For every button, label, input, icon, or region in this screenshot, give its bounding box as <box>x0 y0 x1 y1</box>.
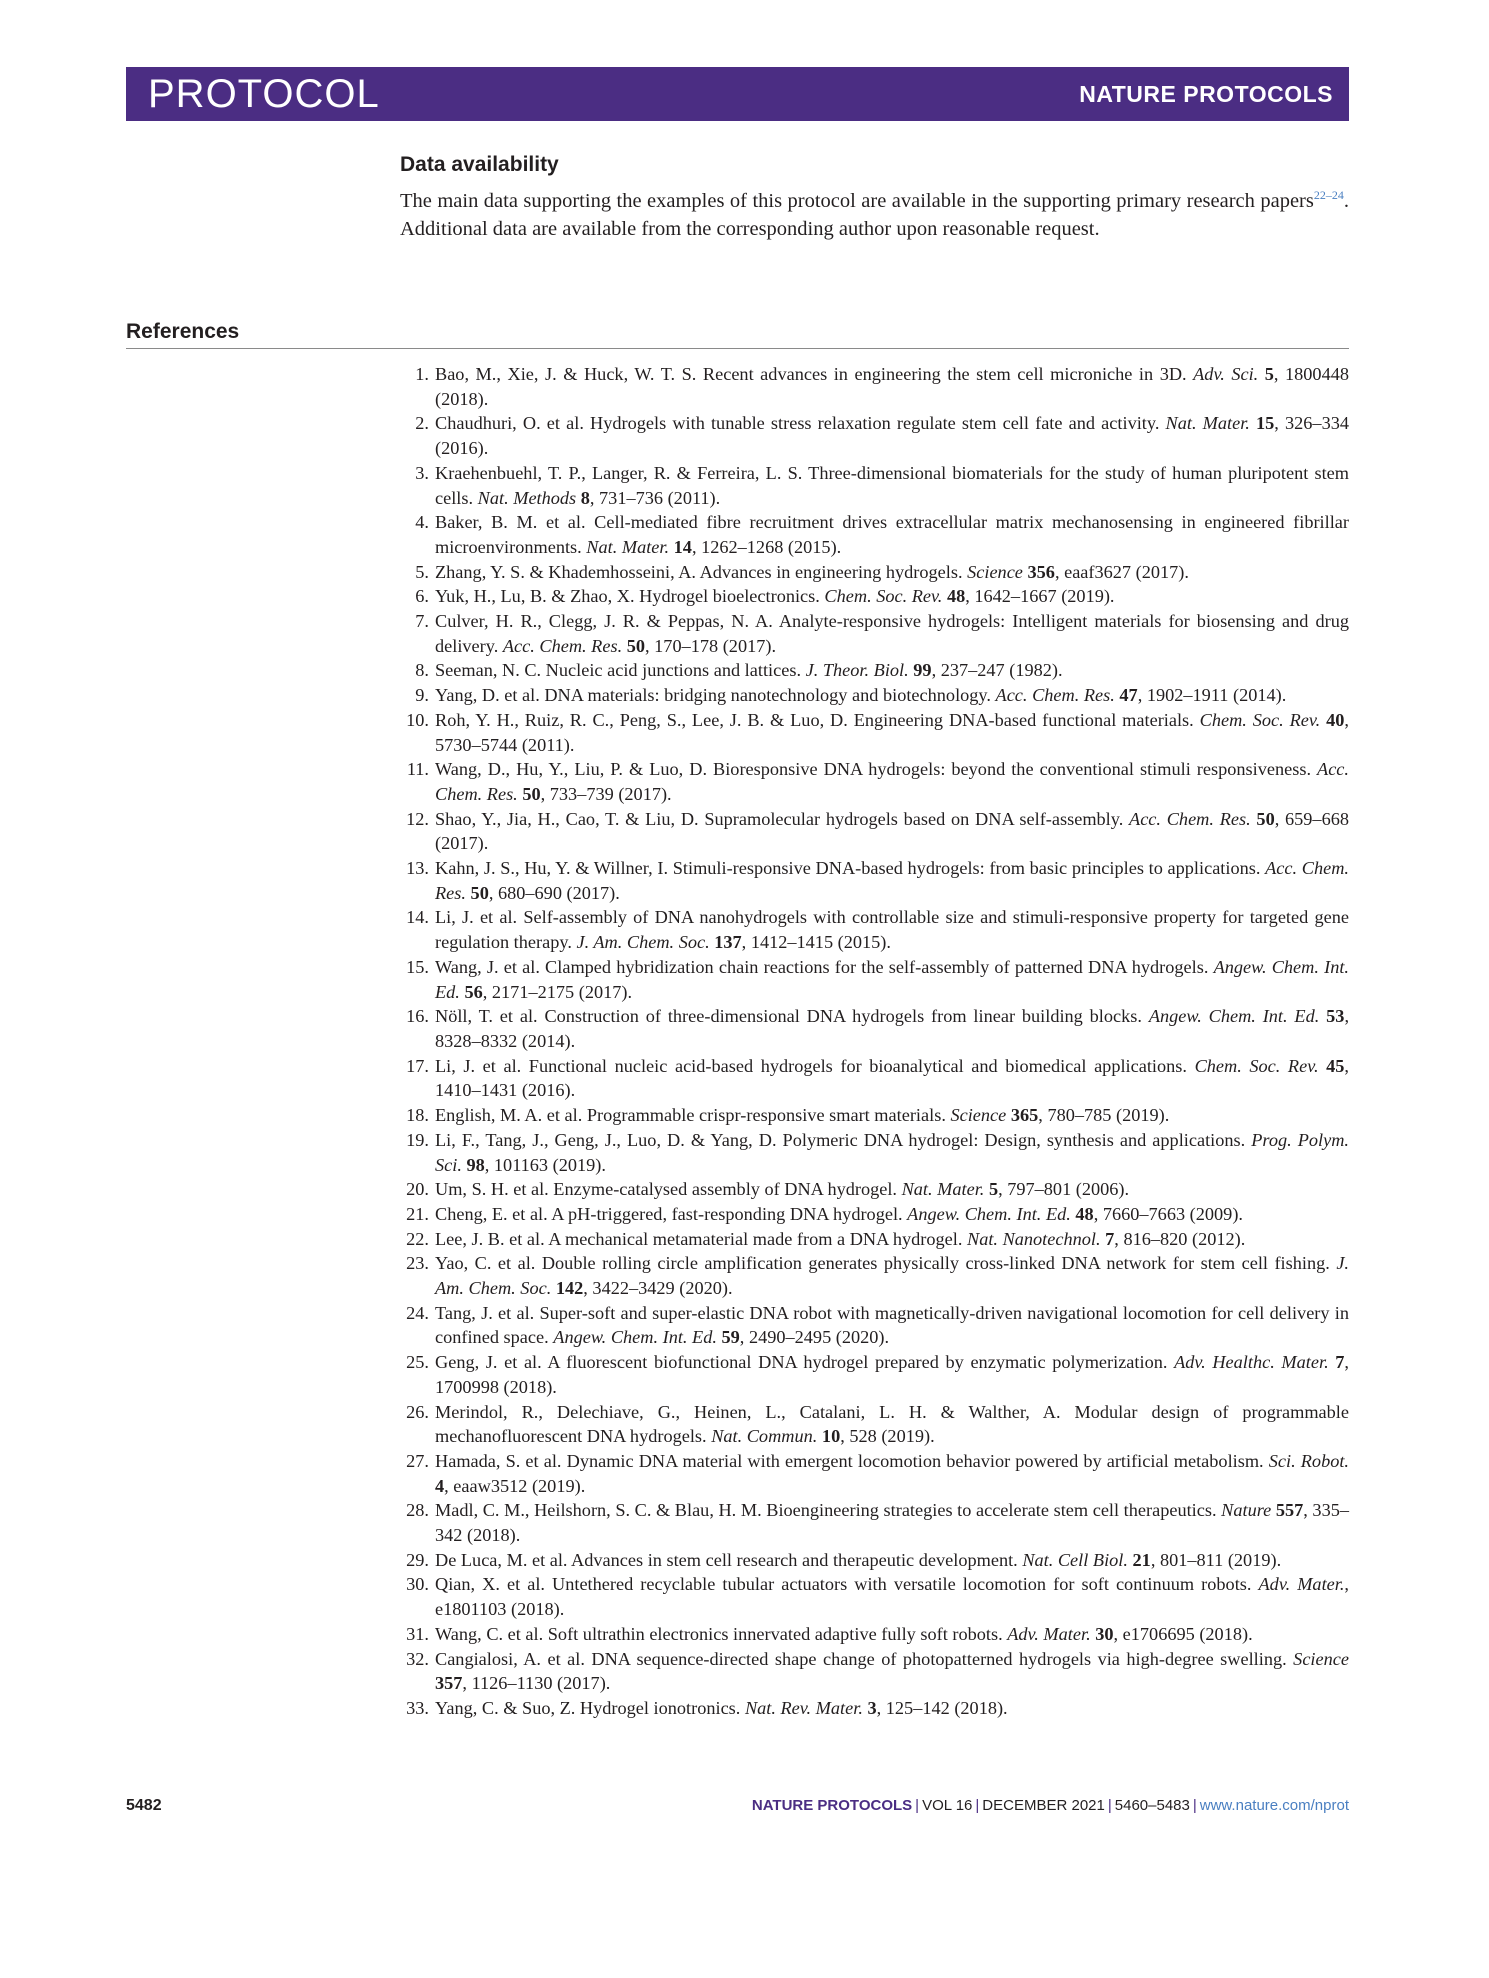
reference-number: 24. <box>406 1302 429 1323</box>
reference-item <box>400 1004 1349 1053</box>
reference-item <box>400 510 1349 559</box>
reference-item <box>400 807 1349 856</box>
reference-text: Wang, D., Hu, Y., Liu, P. & Luo, D. Bioresponsive DNA hydrogels: beyond the conventional stimuli responsiveness. Acc. Chem. Res. 50, 733–739 (2017). <box>435 759 1349 804</box>
footer-journal: NATURE PROTOCOLS <box>751 1797 913 1814</box>
data-availability-text <box>400 181 1349 244</box>
data-availability-heading: Data availability <box>400 153 559 176</box>
reference-text: Hamada, S. et al. Dynamic DNA material with emergent locomotion behavior powered by artificial metabolism. Sci. Robot. 4, eaaw3512 (2019). <box>435 1450 1350 1496</box>
reference-number: 22. <box>406 1228 429 1249</box>
footer-pages: 5460–5483 <box>1114 1797 1190 1814</box>
references-heading: References <box>126 320 240 343</box>
reference-item <box>400 1350 1349 1399</box>
reference-text: Zhang, Y. S. & Khademhosseini, A. Advances in engineering hydrogels. Science 356, eaaf3627 (2017). <box>435 561 1189 582</box>
footer-citation: NATURE PROTOCOLS | VOL 16 | DECEMBER 2021 | 5460–5483 | www.nature.com/nprot <box>751 1797 1349 1814</box>
reference-number: 14. <box>406 907 429 928</box>
reference-text: Roh, Y. H., Ruiz, R. C., Peng, S., Lee, J. B. & Luo, D. Engineering DNA-based functional materials. Chem. Soc. Rev. 40, 5730–5744 (2011). <box>435 709 1349 755</box>
reference-text: Kraehenbuehl, T. P., Langer, R. & Ferreira, L. S. Three-dimensional biomaterials for the study of human pluripotent stem cells. Nat. Methods 8, 731–736 (2011). <box>435 462 1349 508</box>
da-text-part-1: The main data supporting the examples of this protocol are available in the supporting primary research papers <box>400 189 1314 212</box>
reference-item <box>400 1177 1349 1202</box>
reference-number: 1. <box>415 364 429 384</box>
citation-link[interactable]: 22–24 <box>1313 188 1344 202</box>
reference-item <box>400 1054 1349 1103</box>
reference-number: 6. <box>415 586 429 607</box>
reference-text: Geng, J. et al. A fluorescent biofunctional DNA hydrogel prepared by enzymatic polymerization. Adv. Healthc. Mater. 7, 1700998 (2018). <box>435 1352 1349 1397</box>
reference-item <box>400 683 1349 708</box>
page-number: 5482 <box>126 1797 162 1814</box>
reference-number: 23. <box>406 1253 429 1274</box>
footer-url[interactable]: www.nature.com/nprot <box>1199 1797 1349 1814</box>
reference-number: 10. <box>406 709 429 730</box>
reference-item <box>400 955 1349 1004</box>
reference-item <box>400 461 1349 510</box>
reference-item <box>400 1647 1349 1696</box>
reference-item <box>400 1301 1349 1350</box>
reference-text: Nöll, T. et al. Construction of three-dimensional DNA hydrogels from linear building blocks. Angew. Chem. Int. Ed. 53, 8328–8332 (2014). <box>435 1006 1350 1051</box>
reference-text: Li, J. et al. Functional nucleic acid-based hydrogels for bioanalytical and biomedical applications. Chem. Soc. Rev. 45, 1410–1431 (2016). <box>435 1055 1349 1101</box>
reference-item <box>400 905 1349 954</box>
reference-number: 30. <box>406 1574 429 1595</box>
reference-item <box>400 362 1349 411</box>
reference-item <box>400 1400 1349 1449</box>
reference-text: Madl, C. M., Heilshorn, S. C. & Blau, H. M. Bioengineering strategies to accelerate stem cell therapeutics. Nature 557, 335–342 (2018). <box>435 1500 1349 1546</box>
reference-number: 17. <box>406 1055 429 1076</box>
reference-number: 16. <box>406 1006 429 1027</box>
reference-text: Qian, X. et al. Untethered recyclable tubular actuators with versatile locomotion for soft continuum robots. Adv. Mater., e1801103 (2018). <box>435 1574 1349 1620</box>
reference-text: English, M. A. et al. Programmable crispr-responsive smart materials. Science 365, 780–785 (2019). <box>435 1105 1170 1126</box>
reference-item <box>400 1227 1349 1252</box>
reference-item <box>400 856 1349 905</box>
reference-text: Lee, J. B. et al. A mechanical metamaterial made from a DNA hydrogel. Nat. Nanotechnol. 7, 816–820 (2012). <box>435 1228 1246 1249</box>
reference-text: Yao, C. et al. Double rolling circle amplification generates physically cross-linked DNA network for stem cell fishing. J. Am. Chem. Soc. 142, 3422–3429 (2020). <box>435 1253 1349 1299</box>
reference-item <box>400 708 1349 757</box>
footer-volume: VOL 16 <box>922 1797 973 1814</box>
reference-number: 8. <box>415 660 429 681</box>
reference-text: Culver, H. R., Clegg, J. R. & Peppas, N. A. Analyte-responsive hydrogels: Intelligent materials for biosensing and drug delivery. Acc. Chem. Res. 50, 170–178 (2017). <box>435 611 1349 656</box>
reference-list <box>400 362 1349 1721</box>
reference-number: 3. <box>415 462 429 483</box>
reference-number: 13. <box>406 858 429 879</box>
reference-item <box>400 1572 1349 1621</box>
reference-number: 12. <box>406 808 429 829</box>
reference-text: De Luca, M. et al. Advances in stem cell research and therapeutic development. Nat. Cell Biol. 21, 801–811 (2019). <box>435 1549 1282 1570</box>
da-text-part-2: . Additional data are available from the corresponding author upon reasonable request. <box>400 189 1349 241</box>
reference-number: 18. <box>406 1105 429 1126</box>
reference-item <box>400 411 1349 460</box>
reference-item <box>400 609 1349 658</box>
reference-item <box>400 1696 1349 1721</box>
reference-text: Baker, B. M. et al. Cell-mediated fibre recruitment drives extracellular matrix mechanosensing in engineered fibrillar microenvironments. Nat. Mater. 14, 1262–1268 (2015). <box>435 512 1349 557</box>
reference-text: Um, S. H. et al. Enzyme-catalysed assembly of DNA hydrogel. Nat. Mater. 5, 797–801 (2006). <box>435 1179 1130 1200</box>
reference-number: 11. <box>406 759 429 780</box>
reference-item <box>400 1548 1349 1573</box>
reference-text: Wang, C. et al. Soft ultrathin electronics innervated adaptive fully soft robots. Adv. Mater. 30, e1706695 (2018). <box>435 1623 1253 1644</box>
reference-number: 21. <box>406 1203 429 1224</box>
reference-text: Yuk, H., Lu, B. & Zhao, X. Hydrogel bioelectronics. Chem. Soc. Rev. 48, 1642–1667 (2019). <box>435 586 1115 607</box>
footer-date: DECEMBER 2021 <box>982 1797 1105 1814</box>
reference-item <box>400 560 1349 585</box>
journal-label: NATURE PROTOCOLS <box>1079 81 1333 107</box>
reference-number: 2. <box>415 413 429 434</box>
reference-number: 5. <box>415 561 429 582</box>
reference-text: Chaudhuri, O. et al. Hydrogels with tunable stress relaxation regulate stem cell fate and activity. Nat. Mater. 15, 326–334 (2016). <box>435 413 1349 459</box>
reference-number: 25. <box>406 1352 429 1373</box>
header-banner <box>126 67 1349 121</box>
reference-text: Merindol, R., Delechiave, G., Heinen, L., Catalani, L. H. & Walther, A. Modular design of programmable mechanofluorescent DNA hydrogels. Nat. Commun. 10, 528 (2019). <box>435 1401 1349 1447</box>
section-label: PROTOCOL <box>148 72 380 116</box>
reference-item <box>400 1128 1349 1177</box>
reference-text: Tang, J. et al. Super-soft and super-elastic DNA robot with magnetically-driven navigational locomotion for cell delivery in confined space. Angew. Chem. Int. Ed. 59, 2490–2495 (2020). <box>435 1302 1349 1348</box>
reference-item <box>400 1622 1349 1647</box>
reference-item <box>400 1103 1349 1128</box>
reference-number: 9. <box>415 685 429 706</box>
reference-number: 33. <box>406 1697 429 1718</box>
reference-text: Li, J. et al. Self-assembly of DNA nanohydrogels with controllable size and stimuli-responsive property for targeted gene regulation therapy. J. Am. Chem. Soc. 137, 1412–1415 (2015). <box>435 907 1349 953</box>
reference-text: Yang, C. & Suo, Z. Hydrogel ionotronics. Nat. Rev. Mater. 3, 125–142 (2018). <box>435 1697 1008 1718</box>
reference-item <box>400 584 1349 609</box>
reference-number: 7. <box>415 611 429 632</box>
reference-item <box>400 757 1349 806</box>
reference-number: 29. <box>406 1549 429 1570</box>
reference-number: 26. <box>406 1401 429 1422</box>
reference-number: 4. <box>415 512 429 533</box>
reference-text: Bao, M., Xie, J. & Huck, W. T. S. Recent advances in engineering the stem cell microniche in 3D. Adv. Sci. 5, 1800448 (2018). <box>435 364 1349 409</box>
reference-text: Li, F., Tang, J., Geng, J., Luo, D. & Yang, D. Polymeric DNA hydrogel: Design, synthesis and applications. Prog. Polym. Sci. 98, 101163 (2019). <box>435 1129 1349 1175</box>
reference-item <box>400 1498 1349 1547</box>
reference-text: Shao, Y., Jia, H., Cao, T. & Liu, D. Supramolecular hydrogels based on DNA self-assembly. Acc. Chem. Res. 50, 659–668 (2017). <box>435 808 1349 854</box>
references-divider <box>126 348 1349 349</box>
reference-number: 27. <box>406 1450 429 1471</box>
reference-item <box>400 1251 1349 1300</box>
reference-item <box>400 1449 1349 1498</box>
reference-item <box>400 1202 1349 1227</box>
reference-text: Cheng, E. et al. A pH-triggered, fast-responding DNA hydrogel. Angew. Chem. Int. Ed. 48, 7660–7663 (2009). <box>435 1203 1243 1224</box>
reference-text: Kahn, J. S., Hu, Y. & Willner, I. Stimuli-responsive DNA-based hydrogels: from basic principles to applications. Acc. Chem. Res. 50, 680–690 (2017). <box>435 858 1349 903</box>
reference-number: 28. <box>406 1500 429 1521</box>
reference-number: 31. <box>406 1623 429 1644</box>
reference-number: 32. <box>406 1648 429 1669</box>
reference-text: Yang, D. et al. DNA materials: bridging nanotechnology and biotechnology. Acc. Chem. Res. 47, 1902–1911 (2014). <box>435 685 1287 706</box>
reference-item <box>400 658 1349 683</box>
reference-number: 15. <box>406 956 429 977</box>
reference-text: Seeman, N. C. Nucleic acid junctions and lattices. J. Theor. Biol. 99, 237–247 (1982). <box>435 660 1063 681</box>
reference-text: Cangialosi, A. et al. DNA sequence-directed shape change of photopatterned hydrogels via high-degree swelling. Science 357, 1126–1130 (2017). <box>435 1648 1349 1694</box>
reference-text: Wang, J. et al. Clamped hybridization chain reactions for the self-assembly of patterned DNA hydrogels. Angew. Chem. Int. Ed. 56, 2171–2175 (2017). <box>435 956 1349 1002</box>
reference-number: 19. <box>406 1129 429 1150</box>
reference-number: 20. <box>406 1179 429 1200</box>
